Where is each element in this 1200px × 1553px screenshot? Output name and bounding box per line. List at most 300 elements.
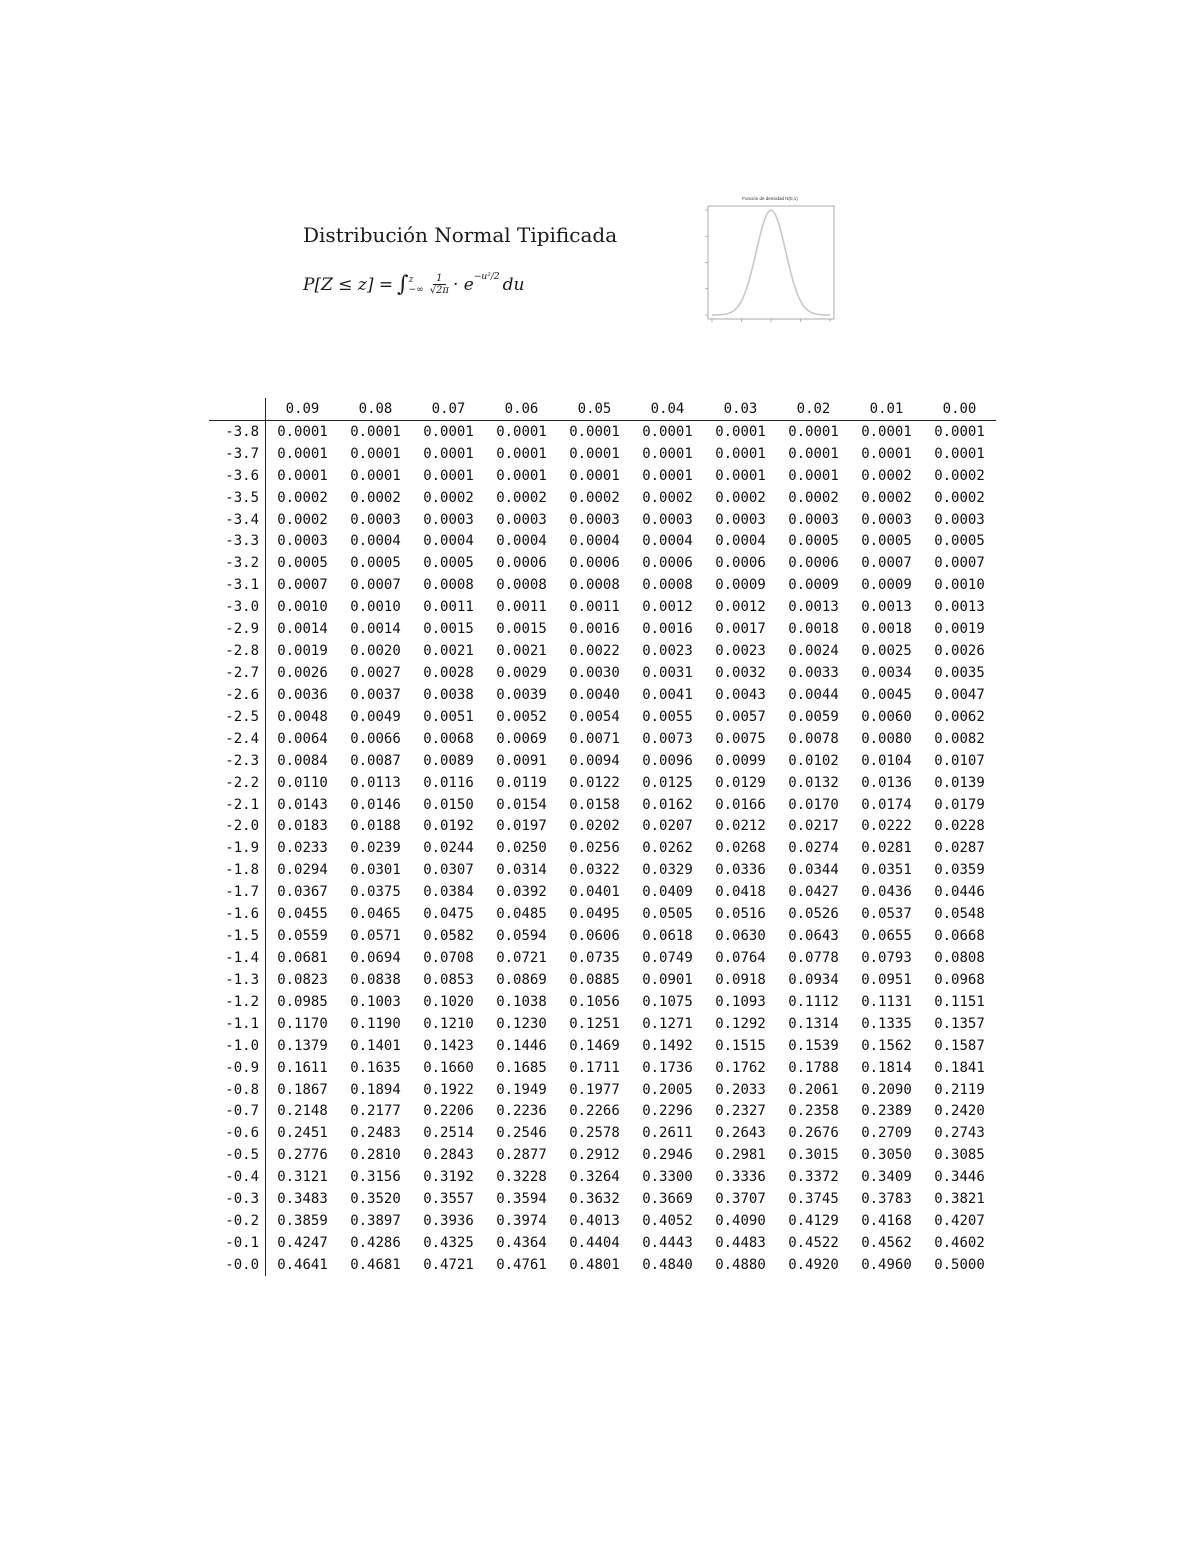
table-cell: 0.0005: [934, 533, 985, 550]
table-row: [209, 816, 996, 838]
table-cell: 0.0099: [715, 752, 766, 769]
table-cell: 0.4840: [642, 1256, 693, 1273]
table-row: [209, 772, 996, 794]
table-cell: 0.0066: [350, 730, 401, 747]
table-cell: 0.0047: [934, 686, 985, 703]
table-cell: 0.0001: [496, 423, 547, 440]
row-z-label: -1.9: [209, 837, 266, 859]
table-cell: 0.4641: [277, 1256, 328, 1273]
row-z-label: -3.0: [209, 596, 266, 618]
table-cell: 0.2546: [496, 1125, 547, 1142]
row-z-label: -3.8: [209, 420, 266, 442]
table-cell: 0.0006: [496, 555, 547, 572]
table-cell: 0.0002: [423, 489, 474, 506]
table-cell: 0.1562: [861, 1037, 912, 1054]
table-body: [209, 420, 996, 1275]
table-cell: 0.4052: [642, 1213, 693, 1230]
table-cell: 0.0038: [423, 686, 474, 703]
table-cell: 0.0073: [642, 730, 693, 747]
table-cell: 0.3409: [861, 1169, 912, 1186]
table-cell: 0.0031: [642, 665, 693, 682]
table-cell: 0.0021: [496, 643, 547, 660]
table-cell: 0.0040: [569, 686, 620, 703]
table-cell: 0.4602: [934, 1234, 985, 1251]
row-z-label: -1.7: [209, 881, 266, 903]
table-row: [209, 728, 996, 750]
table-row: [209, 1232, 996, 1254]
table-cell: 0.0005: [277, 555, 328, 572]
table-cell: 0.2946: [642, 1147, 693, 1164]
row-z-label: -2.2: [209, 772, 266, 794]
table-row: [209, 750, 996, 772]
table-cell: 0.0764: [715, 950, 766, 966]
table-cell: 0.0001: [788, 445, 839, 462]
table-cell: 0.0003: [642, 511, 693, 528]
table-cell: 0.0023: [642, 643, 693, 660]
table-cell: 0.0110: [277, 774, 328, 791]
table-row: [209, 1254, 996, 1276]
table-cell: 0.3336: [715, 1169, 766, 1186]
table-cell: 0.0055: [642, 708, 693, 725]
integral-limits: [409, 275, 424, 295]
table-cell: 0.0281: [861, 840, 912, 857]
table-cell: 0.1335: [861, 1015, 912, 1032]
table-row: [209, 1166, 996, 1188]
table-cell: 0.0057: [715, 708, 766, 725]
table-cell: 0.4090: [715, 1213, 766, 1230]
table-cell: 0.0001: [934, 445, 985, 462]
formula-fraction: [430, 273, 449, 296]
table-cell: 0.3594: [496, 1191, 547, 1208]
table-cell: 0.0010: [934, 577, 985, 594]
table-cell: 0.1056: [569, 993, 620, 1010]
table-cell: 0.0003: [277, 533, 328, 550]
table-cell: 0.0001: [496, 467, 547, 484]
table-cell: 0.3859: [277, 1213, 328, 1230]
table-cell: 0.0129: [715, 774, 766, 791]
table-cell: 0.0174: [861, 796, 912, 813]
table-cell: 0.3015: [788, 1147, 839, 1164]
table-cell: 0.0003: [934, 511, 985, 528]
column-header: 0.06: [485, 398, 558, 420]
row-z-label: -3.1: [209, 574, 266, 596]
table-cell: 0.2514: [423, 1125, 474, 1142]
table-cell: 0.0004: [423, 533, 474, 550]
table-cell: 0.0037: [350, 686, 401, 703]
table-cell: 0.0002: [277, 511, 328, 528]
table-header-row: [209, 398, 996, 420]
table-cell: 0.2236: [496, 1103, 547, 1120]
table-cell: 0.0015: [423, 621, 474, 638]
table-row: [209, 574, 996, 596]
table-cell: 0.0122: [569, 774, 620, 791]
row-z-label: -0.8: [209, 1079, 266, 1101]
table-cell: 0.0082: [934, 730, 985, 747]
table-cell: 0.0559: [277, 928, 328, 945]
table-cell: 0.0643: [788, 928, 839, 945]
table-cell: 0.0192: [423, 818, 474, 835]
table-cell: 0.0694: [350, 950, 401, 966]
table-cell: 0.0006: [788, 555, 839, 572]
table-cell: 0.0035: [934, 665, 985, 682]
table-cell: 0.0002: [350, 489, 401, 506]
table-cell: 0.0071: [569, 730, 620, 747]
table-cell: 0.0465: [350, 906, 401, 923]
table-cell: 0.0188: [350, 818, 401, 835]
table-cell: 0.0001: [788, 467, 839, 484]
table-cell: 0.0020: [350, 643, 401, 660]
table-cell: 0.0250: [496, 840, 547, 857]
table-cell: 0.0032: [715, 665, 766, 682]
table-cell: 0.0049: [350, 708, 401, 725]
table-cell: 0.0002: [277, 489, 328, 506]
table-cell: 0.1736: [642, 1059, 693, 1076]
table-cell: 0.0301: [350, 862, 401, 879]
table-cell: 0.0985: [277, 993, 328, 1010]
row-z-label: -1.0: [209, 1035, 266, 1057]
table-cell: 0.0294: [277, 862, 328, 879]
table-cell: 0.0183: [277, 818, 328, 835]
table-cell: 0.0012: [642, 599, 693, 616]
table-row: [209, 420, 996, 442]
row-z-label: -0.2: [209, 1210, 266, 1232]
table-cell: 0.1075: [642, 993, 693, 1010]
table-cell: 0.4247: [277, 1234, 328, 1251]
table-cell: 0.0060: [861, 708, 912, 725]
table-row: [209, 443, 996, 465]
table-cell: 0.0002: [715, 489, 766, 506]
row-z-label: -3.5: [209, 487, 266, 509]
table-cell: 0.3745: [788, 1191, 839, 1208]
table-row: [209, 991, 996, 1013]
table-cell: 0.3300: [642, 1169, 693, 1186]
table-cell: 0.2177: [350, 1103, 401, 1120]
table-cell: 0.1469: [569, 1037, 620, 1054]
z-table: [209, 398, 996, 1276]
table-cell: 0.1446: [496, 1037, 547, 1054]
column-header: 0.07: [412, 398, 485, 420]
row-z-label: -2.0: [209, 816, 266, 838]
table-cell: 0.0004: [569, 533, 620, 550]
table-cell: 0.0838: [350, 971, 401, 988]
table-cell: 0.1314: [788, 1015, 839, 1032]
table-cell: 0.0054: [569, 708, 620, 725]
table-cell: 0.0136: [861, 774, 912, 791]
table-cell: 0.0078: [788, 730, 839, 747]
table-cell: 0.1251: [569, 1015, 620, 1032]
table-cell: 0.0207: [642, 818, 693, 835]
table-cell: 0.0003: [861, 511, 912, 528]
table-cell: 0.1977: [569, 1081, 620, 1098]
column-header: 0.01: [850, 398, 923, 420]
table-cell: 0.4443: [642, 1234, 693, 1251]
table-cell: 0.3264: [569, 1169, 620, 1186]
table-cell: 0.0582: [423, 928, 474, 945]
table-cell: 0.4801: [569, 1256, 620, 1273]
table-cell: 0.0384: [423, 884, 474, 901]
table-cell: 0.2643: [715, 1125, 766, 1142]
integral-lower: −∞: [408, 284, 424, 295]
table-row: [209, 662, 996, 684]
table-row: [209, 1144, 996, 1166]
table-cell: 0.1112: [788, 993, 839, 1010]
table-cell: 0.0029: [496, 665, 547, 682]
table-cell: 0.0150: [423, 796, 474, 813]
table-cell: 0.0002: [788, 489, 839, 506]
row-z-label: -1.8: [209, 859, 266, 881]
fraction-denominator: √2π: [429, 285, 449, 296]
row-z-label: -0.7: [209, 1101, 266, 1123]
table-cell: 0.0001: [861, 445, 912, 462]
table-cell: 0.0080: [861, 730, 912, 747]
table-cell: 0.0014: [350, 621, 401, 638]
table-cell: 0.0005: [788, 533, 839, 550]
table-cell: 0.1401: [350, 1037, 401, 1054]
table-cell: 0.2981: [715, 1147, 766, 1164]
table-cell: 0.2578: [569, 1125, 620, 1142]
table-cell: 0.0516: [715, 906, 766, 923]
table-cell: 0.2611: [642, 1125, 693, 1142]
table-cell: 0.3446: [934, 1169, 985, 1186]
row-z-label: -3.3: [209, 531, 266, 553]
table-cell: 0.2877: [496, 1147, 547, 1164]
table-cell: 0.2090: [861, 1081, 912, 1098]
table-cell: 0.0001: [861, 423, 912, 440]
table-cell: 0.4364: [496, 1234, 547, 1251]
table-cell: 0.4483: [715, 1234, 766, 1251]
table-cell: 0.0268: [715, 840, 766, 857]
table-cell: 0.0146: [350, 796, 401, 813]
table-cell: 0.0008: [496, 577, 547, 594]
table-row: [209, 881, 996, 903]
table-cell: 0.4404: [569, 1234, 620, 1251]
table-cell: 0.0018: [788, 621, 839, 638]
table-cell: 0.3192: [423, 1169, 474, 1186]
table-cell: 0.4920: [788, 1256, 839, 1273]
table-cell: 0.0119: [496, 774, 547, 791]
table-cell: 0.0002: [861, 467, 912, 484]
table-cell: 0.0007: [861, 555, 912, 572]
row-z-label: -1.5: [209, 925, 266, 947]
table-cell: 0.0001: [350, 467, 401, 484]
table-cell: 0.0336: [715, 862, 766, 879]
table-cell: 0.0107: [934, 752, 985, 769]
table-cell: 0.0322: [569, 862, 620, 879]
table-cell: 0.1587: [934, 1037, 985, 1054]
table-row: [209, 465, 996, 487]
table-cell: 0.1131: [861, 993, 912, 1010]
table-cell: 0.1635: [350, 1059, 401, 1076]
table-corner: [209, 398, 266, 420]
table-cell: 0.4880: [715, 1256, 766, 1273]
table-cell: 0.0002: [861, 489, 912, 506]
table-row: [209, 925, 996, 947]
table-cell: 0.0096: [642, 752, 693, 769]
table-cell: 0.1711: [569, 1059, 620, 1076]
table-cell: 0.0005: [861, 533, 912, 550]
table-cell: 0.0059: [788, 708, 839, 725]
table-cell: 0.0228: [934, 818, 985, 835]
table-cell: 0.0132: [788, 774, 839, 791]
table-cell: 0.0307: [423, 862, 474, 879]
table-cell: 0.0455: [277, 906, 328, 923]
table-cell: 0.0002: [934, 467, 985, 484]
table-cell: 0.2327: [715, 1103, 766, 1120]
table-cell: 0.0001: [496, 445, 547, 462]
table-cell: 0.0239: [350, 840, 401, 857]
row-z-label: -1.4: [209, 947, 266, 969]
row-z-label: -0.9: [209, 1057, 266, 1079]
table-cell: 0.0351: [861, 862, 912, 879]
table-cell: 0.3483: [277, 1191, 328, 1208]
table-cell: 0.4721: [423, 1256, 474, 1273]
table-cell: 0.0027: [350, 665, 401, 682]
row-z-label: -1.1: [209, 1013, 266, 1035]
table-cell: 0.0023: [715, 643, 766, 660]
table-cell: 0.2483: [350, 1125, 401, 1142]
table-cell: 0.0036: [277, 686, 328, 703]
table-row: [209, 552, 996, 574]
table-cell: 0.0008: [423, 577, 474, 594]
table-cell: 0.0030: [569, 665, 620, 682]
table-cell: 0.0048: [277, 708, 328, 725]
table-cell: 0.0003: [350, 511, 401, 528]
table-cell: 0.0044: [788, 686, 839, 703]
table-cell: 0.0446: [934, 884, 985, 901]
table-cell: 0.1379: [277, 1037, 328, 1054]
table-cell: 0.0256: [569, 840, 620, 857]
table-cell: 0.4013: [569, 1213, 620, 1230]
table-cell: 0.0004: [642, 533, 693, 550]
table-cell: 0.0006: [642, 555, 693, 572]
table-cell: 0.0526: [788, 906, 839, 923]
row-z-label: -0.1: [209, 1232, 266, 1254]
table-cell: 0.1003: [350, 993, 401, 1010]
table-cell: 0.0026: [277, 665, 328, 682]
row-z-label: -0.4: [209, 1166, 266, 1188]
table-cell: 0.0001: [569, 445, 620, 462]
table-cell: 0.0064: [277, 730, 328, 747]
row-z-label: -2.7: [209, 662, 266, 684]
table-cell: 0.0019: [934, 621, 985, 638]
table-cell: 0.3050: [861, 1147, 912, 1164]
table-cell: 0.0427: [788, 884, 839, 901]
table-cell: 0.4129: [788, 1213, 839, 1230]
table-cell: 0.0968: [934, 971, 985, 988]
table-cell: 0.0013: [788, 599, 839, 616]
table-cell: 0.0024: [788, 643, 839, 660]
table-cell: 0.0009: [788, 577, 839, 594]
table-cell: 0.4286: [350, 1234, 401, 1251]
row-z-label: -2.8: [209, 640, 266, 662]
row-z-label: -2.5: [209, 706, 266, 728]
table-cell: 0.2743: [934, 1125, 985, 1142]
row-z-label: -2.3: [209, 750, 266, 772]
table-cell: 0.0001: [788, 423, 839, 440]
table-cell: 0.0051: [423, 708, 474, 725]
table-cell: 0.0139: [934, 774, 985, 791]
table-cell: 0.1814: [861, 1059, 912, 1076]
table-row: [209, 1101, 996, 1123]
table-cell: 0.1841: [934, 1059, 985, 1076]
table-cell: 0.4761: [496, 1256, 547, 1273]
table-cell: 0.0359: [934, 862, 985, 879]
table-cell: 0.0143: [277, 796, 328, 813]
formula-exp-base: · e: [453, 274, 474, 295]
table-cell: 0.3974: [496, 1213, 547, 1230]
table-cell: 0.0475: [423, 906, 474, 923]
row-z-label: -0.6: [209, 1122, 266, 1144]
table-cell: 0.0314: [496, 862, 547, 879]
table-cell: 0.0002: [496, 489, 547, 506]
table-row: [209, 1035, 996, 1057]
table-row: [209, 1188, 996, 1210]
table-cell: 0.0043: [715, 686, 766, 703]
table-cell: 0.2810: [350, 1147, 401, 1164]
table-cell: 0.0022: [569, 643, 620, 660]
table-cell: 0.3156: [350, 1169, 401, 1186]
table-cell: 0.0039: [496, 686, 547, 703]
table-cell: 0.0003: [423, 511, 474, 528]
table-cell: 0.0001: [350, 445, 401, 462]
table-cell: 0.0016: [569, 621, 620, 638]
table-cell: 0.0026: [934, 643, 985, 660]
table-cell: 0.0013: [861, 599, 912, 616]
table-row: [209, 1122, 996, 1144]
table-cell: 0.0003: [496, 511, 547, 528]
table-cell: 0.1788: [788, 1059, 839, 1076]
fraction-numerator: 1: [433, 273, 445, 285]
table-cell: 0.2420: [934, 1103, 985, 1120]
document-title: Distribución Normal Tipificada: [303, 223, 618, 247]
table-cell: 0.3121: [277, 1169, 328, 1186]
table-cell: 0.4207: [934, 1213, 985, 1230]
table-cell: 0.0021: [423, 643, 474, 660]
table-cell: 0.3669: [642, 1191, 693, 1208]
plot-title: Función de densidad N(0,1): [742, 196, 798, 201]
table-cell: 0.3936: [423, 1213, 474, 1230]
table-cell: 0.0418: [715, 884, 766, 901]
table-cell: 0.0222: [861, 818, 912, 835]
table-cell: 0.1492: [642, 1037, 693, 1054]
table-cell: 0.0001: [715, 467, 766, 484]
table-cell: 0.0003: [788, 511, 839, 528]
table-cell: 0.3783: [861, 1191, 912, 1208]
table-cell: 0.0001: [642, 423, 693, 440]
table-cell: 0.0217: [788, 818, 839, 835]
table-cell: 0.0034: [861, 665, 912, 682]
row-z-label: -0.0: [209, 1254, 266, 1276]
table-cell: 0.1539: [788, 1037, 839, 1054]
table-cell: 0.0011: [569, 599, 620, 616]
table-cell: 0.0002: [934, 489, 985, 506]
table-cell: 0.0158: [569, 796, 620, 813]
table-cell: 0.0170: [788, 796, 839, 813]
table-cell: 0.1170: [277, 1015, 328, 1032]
table-cell: 0.0008: [569, 577, 620, 594]
table-row: [209, 947, 996, 969]
column-header: 0.08: [339, 398, 412, 420]
table-cell: 0.0537: [861, 906, 912, 923]
table-cell: 0.0009: [861, 577, 912, 594]
table-row: [209, 487, 996, 509]
table-row: [209, 903, 996, 925]
plot-frame: [708, 206, 834, 319]
table-cell: 0.0125: [642, 774, 693, 791]
probability-formula: [303, 272, 524, 297]
table-cell: 0.3228: [496, 1169, 547, 1186]
table-cell: 0.0344: [788, 862, 839, 879]
